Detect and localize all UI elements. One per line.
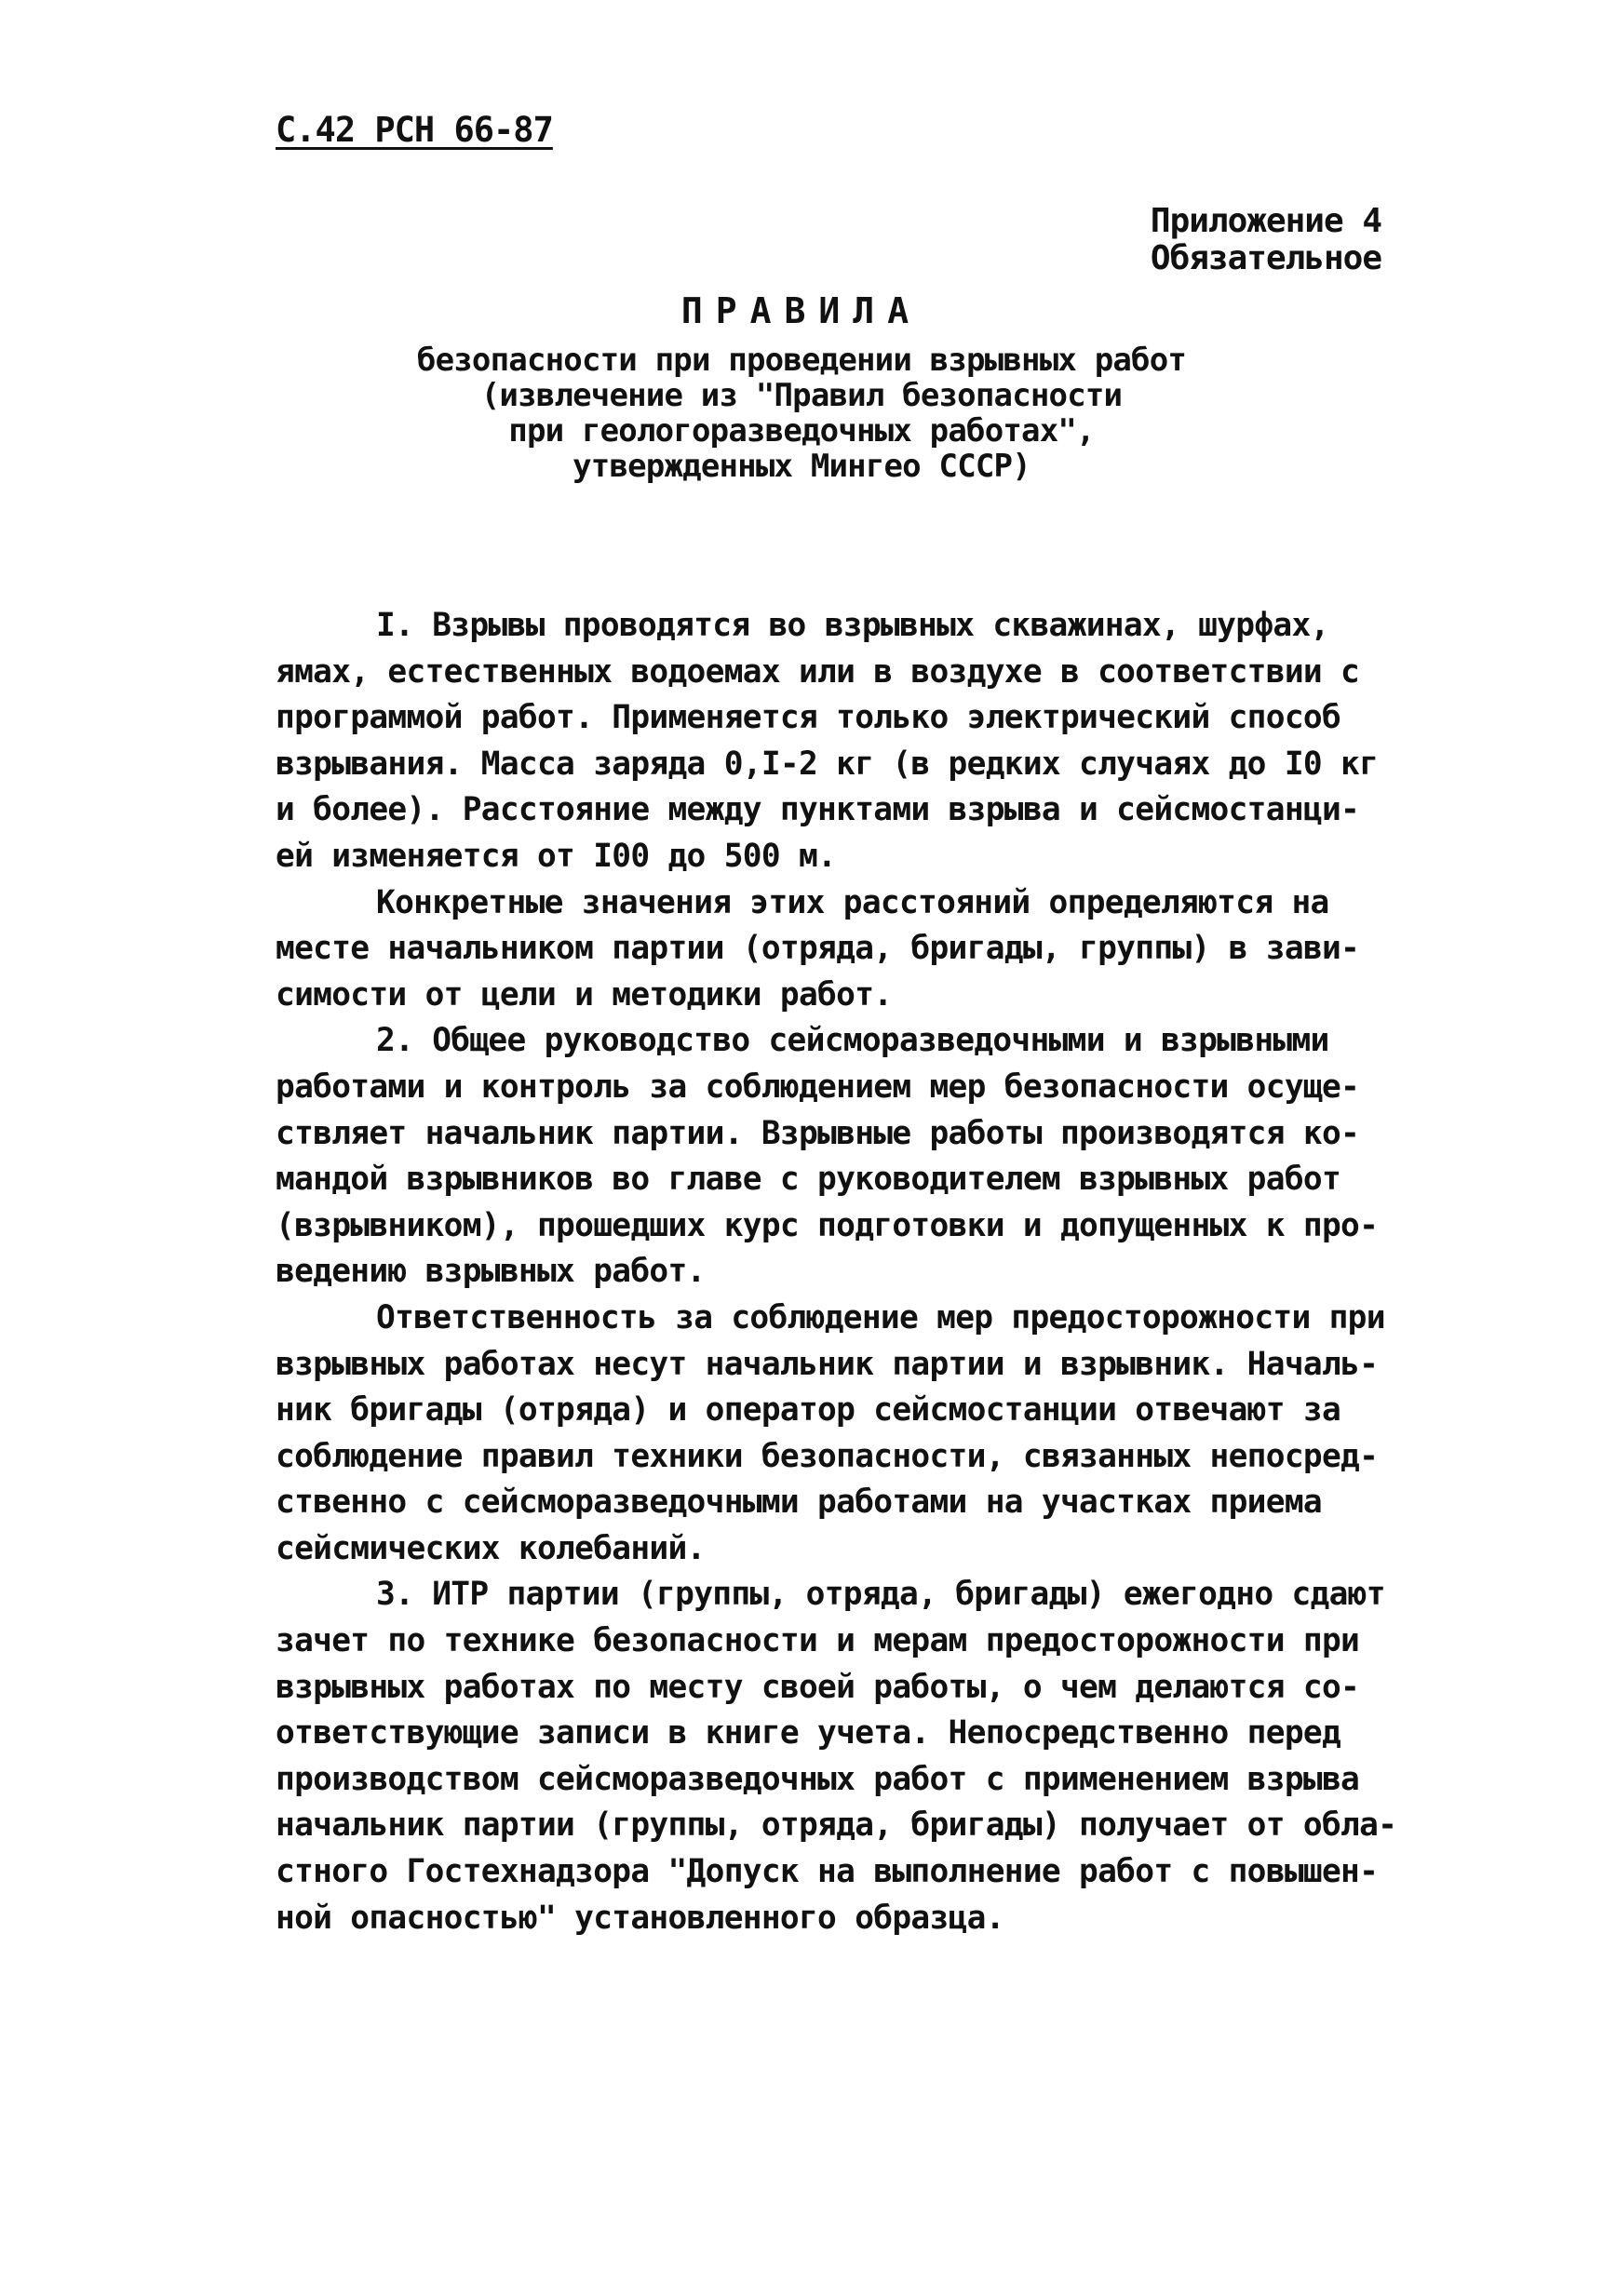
subtitle-line: утвержденных Мингео СССР)	[572, 448, 1030, 485]
body-line: сейсмических колебаний.	[276, 1529, 706, 1567]
body-line: программой работ. Применяется только электрический способ	[276, 699, 1341, 737]
body-line: симости от цели и методики работ.	[276, 975, 893, 1014]
subtitle-line: безопасности при проведении взрывных работ	[416, 342, 1187, 379]
body-line: взрывания. Масса заряда 0,I-2 кг (в редких случаях до I0 кг	[276, 745, 1379, 783]
body-line: ник бригады (отряда) и оператор сейсмостанции отвечают за	[276, 1391, 1341, 1430]
body-line: (взрывником), прошедших курс подготовки и допущенных к про-	[276, 1206, 1379, 1244]
body-line: ответствующие записи в книге учета. Непосредственно перед	[276, 1714, 1341, 1752]
body-line: месте начальником партии (отряда, бригады, группы) в зави-	[276, 930, 1360, 968]
body-line: Конкретные значения этих расстояний определяются на	[376, 883, 1329, 921]
body-line: ямах, естественных водоемах или в воздухе в соответствии с	[276, 652, 1360, 691]
body-line: начальник партии (группы, отряда, бригады) получает от обла-	[276, 1806, 1397, 1845]
body-line: ей изменяется от I00 до 500 м.	[276, 837, 837, 875]
body-line: взрывных работах по месту своей работы, о чем делаются со-	[276, 1668, 1360, 1706]
body-line: работами и контроль за соблюдением мер безопасности осуще-	[276, 1067, 1360, 1106]
document-title: ПРАВИЛА	[680, 290, 923, 331]
body-line: зачет по технике безопасности и мерам предосторожности при	[276, 1622, 1360, 1660]
appendix-number: Приложение 4	[1150, 202, 1381, 240]
subtitle-line: (извлечение из "Правил безопасности	[480, 377, 1123, 414]
body-text	[276, 603, 1413, 1941]
body-line: 2. Общее руководство сейсморазведочными и взрывными	[376, 1022, 1329, 1060]
body-line: производством сейсморазведочных работ с применением взрыва	[276, 1760, 1360, 1798]
body-line: ной опасностью" установленного образца.	[276, 1899, 1004, 1937]
body-line: 3. ИТР партии (группы, отряда, бригады) ежегодно сдают	[376, 1576, 1385, 1614]
page-header: С.42 РСН 66-87	[276, 110, 553, 150]
body-line: ствляет начальник партии. Взрывные работы производятся ко-	[276, 1114, 1360, 1152]
body-line: стного Гостехнадзора "Допуск на выполнение работ с повышен-	[276, 1853, 1379, 1891]
body-line: I. Взрывы проводятся во взрывных скважинах, шурфах,	[376, 607, 1329, 644]
body-line: Ответственность за соблюдение мер предосторожности при	[376, 1298, 1385, 1336]
document-subtitle	[0, 342, 1603, 484]
body-line: и более). Расстояние между пунктами взрыва и сейсмостанци-	[276, 791, 1360, 829]
body-line: взрывных работах несут начальник партии и взрывник. Началь-	[276, 1345, 1379, 1383]
body-line: соблюдение правил техники безопасности, связанных непосред-	[276, 1437, 1379, 1475]
subtitle-line: при геологоразведочных работах",	[508, 412, 1095, 450]
appendix-status: Обязательное	[1150, 239, 1381, 277]
body-line: ственно с сейсморазведочными работами на участках приема	[276, 1484, 1322, 1522]
body-line: мандой взрывников во главе с руководителем взрывных работ	[276, 1161, 1341, 1199]
appendix-label	[1151, 203, 1381, 277]
body-line: ведению взрывных работ.	[276, 1253, 706, 1291]
